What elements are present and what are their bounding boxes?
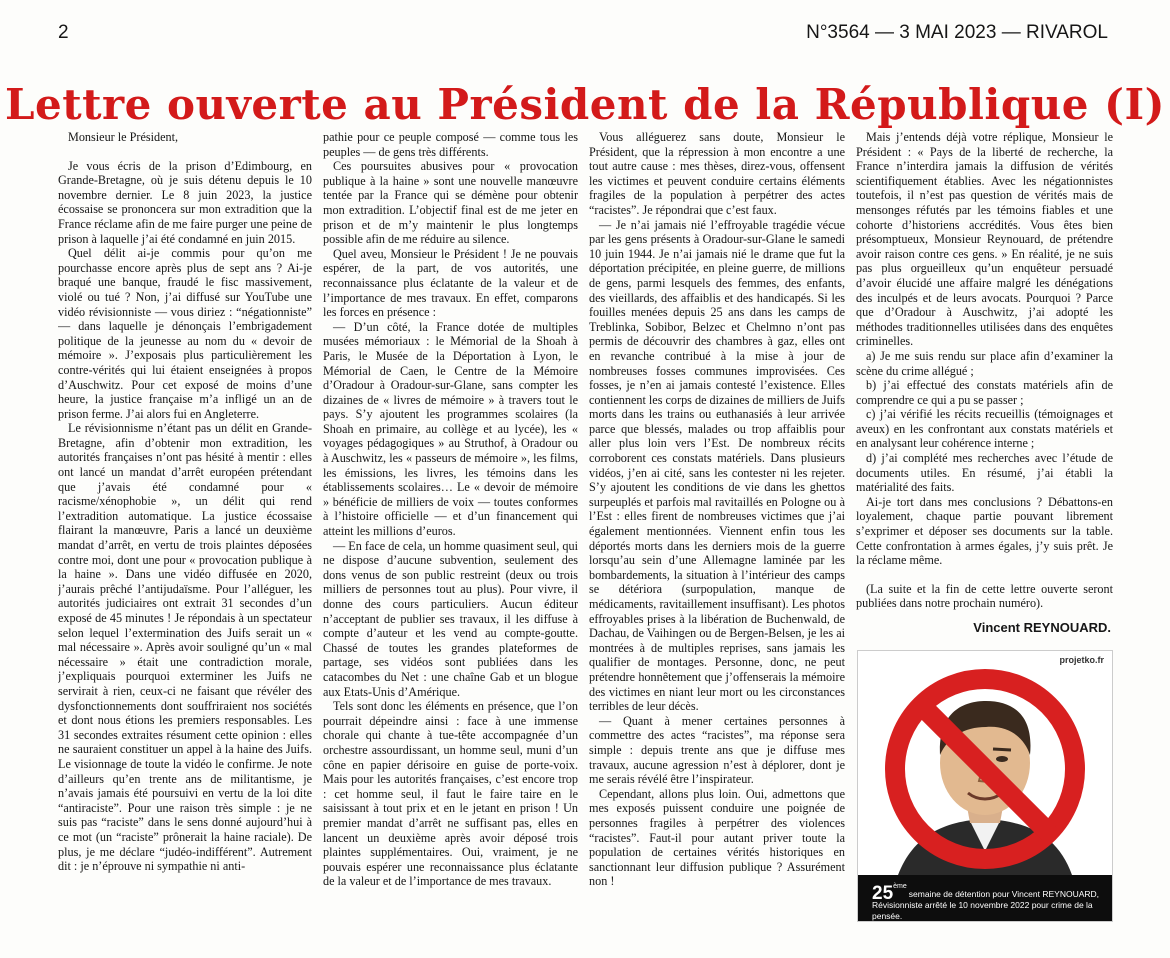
paragraph: Ces poursuites abusives pour « provocation publique à la haine » sont une nouvelle manœuvre tentée par la France qui se démène pour obtenir mon extradition. L’objectif final est de me jeter en prison et de m’y maintenir le plus longtemps possible afin de me réduire au silence. xyxy=(323,159,578,247)
paragraph: Mais j’entends déjà votre réplique, Monsieur le Président : « Pays de la liberté de recherche, la France n’interdira jamais la diffusion de vérités scientifiquement établies. Avec les négationnistes toutefois, il n’est pas question de vérités mais de mensonges réfutés par les témoins fiables et une cohorte d’historiens accrédités. Vous êtes bien présomptueux, Monsieur Reynouard, de prétendre avoir raison contre ces gens. » En réalité, je ne suis pas plus orgueilleux qu’un enquêteur persuadé d’avoir élucidé une affaire malgré les dénégations des inculpés et de leurs avocats. Pourquoi ? Parce que d’Oradour à Auschwitz, j’ai adopté les méthodes traditionnelles utilisées dans des enquêtes criminelles. xyxy=(856,130,1113,349)
paragraph: — Je n’ai jamais nié l’effroyable tragédie vécue par les gens présents à Oradour-sur-Glane le samedi 10 juin 1944. Je n’ai jamais nié le drame que fut la déportation précipitée, en pleine guerre, de millions de gens, parmi lesquels des femmes, des enfants, des vieillards, des affaiblis et des handicapés. Si les fouilles menées depuis 25 ans dans les camps de Treblinka, Sobibor, Belzec et Chelmno n’ont pas permis de découvrir des chambres à gaz, elles ont en revanche contribué à la mise à jour de nombreuses fosses communes improvisées. Ces fosses, je n’en ai jamais contesté l’existence. Elles contiennent les corps de dizaines de milliers de Juifs morts dans les trains ou euthanasiés à leur arrivée parce que blessés, malades ou trop affaiblis pour aller plus loin vers l’Est. De nombreux récits corroborent ces constats matériels. Dans plusieurs vidéos, j’en ai cité, sans les contester ni les rejeter. S’y ajoutent les conditions de vie dans les ghettos surpeuplés et parfois mal ravitaillés en Pologne ou à l’Est : elles firent de nombreuses victimes que j’ai également mentionnées. Viennent enfin tous les déportés morts dans les derniers mois de la guerre lorsqu’au sein d’une Allemagne laminée par les bombardements, la situation à l’intérieur des camps se détériora (surpopulation, manque de médicaments, ravitaillement insuffisant). Les photos effroyables prises à la libération de Buchenwald, de Dachau, de Vaihingen ou de Bergen-Belsen, je les ai montrées à de multiples reprises, sans jamais les qualifier de montages. Personne, donc, ne peut prétendre honnêtement que j’offenserais la mémoire des victimes en niant leur mort ou les circonstances terribles de leur décès. xyxy=(589,217,845,714)
article-column-1 xyxy=(58,130,312,925)
paragraph: Ai-je tort dans mes conclusions ? Débattons-en loyalement, chaque partie pouvant librement s’exprimer et déposer ses documents sur la table. Cette confrontation à armes égales, j’y suis prêt. Je la réclame même. xyxy=(856,494,1113,568)
paragraph: — En face de cela, un homme quasiment seul, qui ne dispose d’aucune subvention, seulement des dons venus de son public restreint (deux ou trois milliers de personnes tout au plus). Pour vivre, il donne des cours particuliers. Aucun éditeur n’acceptant de publier ses travaux, il les diffuse à compte d’auteur et les vend au compte-goutte. Chassé de toutes les grandes plateformes de partage, ses vidéos sont publiées dans les catacombes du Net : une chaîne Gab et un blogue aux Etats-Unis d’Amérique. xyxy=(323,538,578,699)
list-item: c) j’ai vérifié les récits recueillis (témoignages et aveux) en les confrontant aux constats matériels et en analysant leur cohérence interne ; xyxy=(856,407,1113,451)
article-column-2 xyxy=(323,130,578,925)
list-item: d) j’ai complété mes recherches avec l’étude de documents utiles. En résumé, j’ai établi la matérialité des faits. xyxy=(856,451,1113,495)
paragraph: Cependant, allons plus loin. Oui, admettons que mes exposés puissent conduire une poignée de personnes fragiles à perpétrer des violences “racistes”. Faut-il pour autant priver toute la population de certaines vérités historiques en sanctionnant leur diffusion publique ? Assurément non ! xyxy=(589,786,845,889)
paragraph: Le révisionnisme n’étant pas un délit en Grande-Bretagne, afin d’obtenir mon extradition, les autorités françaises n’ont pas hésité à mentir : elles ont lancé un mandat d’arrêt européen prétendant que j’avais été condamné pour « racisme/xénophobie », un délit qui rend l’extradition automatique. La justice écossaise flairant la manœuvre, Paris a lancé un deuxième mandat d’arrêt, en vertu de trois plaintes déposées contre moi, dont une pour « provocation publique à la haine ». Dans une vidéo diffusée en 2020, j’aurais prêché l’antijudaïsme. Pour l’alléguer, les autorités judiciaires ont extrait 31 secondes d’un exposé de 45 minutes ! Je répondais à un spectateur selon lequel l’extermination des Juifs serait un « mal nécessaire ». Après avoir souligné qu’un « mal nécessaire » était une contradiction morale, j’expliquais pourquoi exterminer les Juifs ne servirait à rien, ceux-ci ne faisant que révéler des dysfonctionnements dont souffriraient nos sociétés et dont nous étions les premiers responsables. Les 31 secondes extraites résument cette opinion : elles ne sauraient constituer un appel à la haine des Juifs. Le visionnage de toute la vidéo le confirme. Je note d’ailleurs qu’en trente ans de militantisme, je n’avais jamais été poursuivi en vertu de la loi dite “antiraciste”. Pour une raison très simple : je ne suis pas “raciste” dans le sens donné aujourd’hui à ce mot (un “raciste” prônerait la haine raciale). De plus, je me déclare “judéo-indifférent”. Autrement dit : je n’éprouve ni sympathie ni anti- xyxy=(58,421,312,874)
paragraph: Quel délit ai-je commis pour qu’on me pourchasse encore après plus de sept ans ? Ai-je braqué une banque, fraudé le fisc massivement, violé ou tué ? Non, j’ai diffusé sur YouTube une vidéo révisionniste — vous diriez : “négationniste” — dans laquelle je dénonçais l’embrigadement politique de la jeunesse au nom du « devoir de mémoire ». J’exposais plus particulièrement les contre-vérités qui lui étaient enseignées à propos d’Auschwitz. Pour cet exposé de moins d’une heure, la justice française m’a infligé un an de prison ferme. J’ai alors fui en Angleterre. xyxy=(58,246,312,421)
cartoon-illustration xyxy=(857,650,1113,922)
paragraph: — D’un côté, la France dotée de multiples musées mémoriaux : le Mémorial de la Shoah à Paris, le Musée de la Déportation à Lyon, le Mémorial de Caen, le Centre de la Mémoire d’Oradour à Oradour-sur-Glane, sans compter les dizaines de « livres de mémoire » à travers tout le pays. S’y ajoutent les programmes scolaires (la Shoah en primaire, au collège et au lycée), les « voyages pédagogiques » au Struthof, à Oradour ou à Auschwitz, les « passeurs de mémoire », les films, les émissions, les livres, les témoins dans les établissements scolaires… Le « devoir de mémoire » bénéficie de milliers de voix — toutes conformes à l’histoire officielle — et d’un financement qui atteint les millions d’euros. xyxy=(323,319,578,539)
caption-line-1: semaine de détention pour Vincent REYNOUARD, xyxy=(908,889,1100,899)
prohibited-portrait-drawing xyxy=(858,651,1112,875)
page-header xyxy=(58,22,1108,48)
page-number: 2 xyxy=(58,22,69,43)
issue-info: N°3564 — 3 MAI 2023 — RIVAROL xyxy=(806,22,1108,43)
salutation: Monsieur le Président, xyxy=(68,130,179,144)
week-suffix: ème xyxy=(893,883,907,890)
cartoon-credit: projetko.fr xyxy=(1059,655,1104,665)
paragraph: — Quant à mener certaines personnes à commettre des actes “racistes”, ma réponse sera simple : depuis trente ans que je diffuse mes travaux, aucune agression n’est à déplorer, dont je me serais révélé être l’inspirateur. xyxy=(589,713,845,787)
paragraph: pathie pour ce peuple composé — comme tous les peuples — de gens très différents. xyxy=(323,130,578,159)
article-column-4 xyxy=(856,130,1113,620)
article-column-3 xyxy=(589,130,845,925)
paragraph: Je vous écris de la prison d’Edimbourg, en Grande-Bretagne, où je suis détenu depuis le 10 novembre dernier. Le 8 juin 2023, la justice écossaise se prononcera sur mon extradition que la France réclame afin de me faire purger une peine de prison à laquelle j’ai été condamné en juin 2015. xyxy=(58,158,312,246)
paragraph: Quel aveu, Monsieur le Président ! Je ne pouvais espérer, de la part, de vos autorités, une reconnaissance plus éclatante de la valeur et de l’importance de mes travaux. En effet, comparons les forces en présence : xyxy=(323,246,578,320)
caption-line-2: Révisionniste arrêté le 10 novembre 2022 pour crime de la pensée. xyxy=(872,900,1093,921)
paragraph: Vous alléguerez sans doute, Monsieur le Président, que la répression à mon encontre a une tout autre cause : mes thèses, direz-vous, offensent les victimes et peuvent conduire certains éléments fragiles de la population à perpétrer des actes “racistes”. Je répondrai que c’est faux. xyxy=(589,130,845,217)
author-signature: Vincent REYNOUARD. xyxy=(973,620,1111,635)
week-count: 25 xyxy=(872,883,894,904)
article-title: Lettre ouverte au Président de la République (I) xyxy=(4,80,1166,129)
paragraph: Tels sont donc les éléments en présence, que l’on pourrait dépeindre ainsi : face à une immense chorale qui chante à tue-tête accompagnée d’un orchestre assourdissant, un homme seul, muni d’un cône en papier dérisoire en guise de porte-voix. Mais pour les autorités françaises, c’est encore trop : cet homme seul, il faut le faire taire en le saisissant à tout prix et en le jetant en prison ! Un premier mandat d’arrêt ne suffisant pas, elles en lancent un deuxième après avoir déposé trois plaintes supplémentaires. Oui, vraiment, je ne pouvais espérer une reconnaissance plus éclatante de la valeur et de l’importance de mes travaux. xyxy=(323,699,578,889)
cartoon-caption xyxy=(858,875,1112,921)
list-item: a) Je me suis rendu sur place afin d’examiner la scène du crime allégué ; xyxy=(856,348,1113,378)
continuation-note: (La suite et la fin de cette lettre ouverte seront publiées dans notre prochain numéro). xyxy=(856,581,1113,611)
list-item: b) j’ai effectué des constats matériels afin de comprendre ce qui a pu se passer ; xyxy=(856,378,1113,407)
